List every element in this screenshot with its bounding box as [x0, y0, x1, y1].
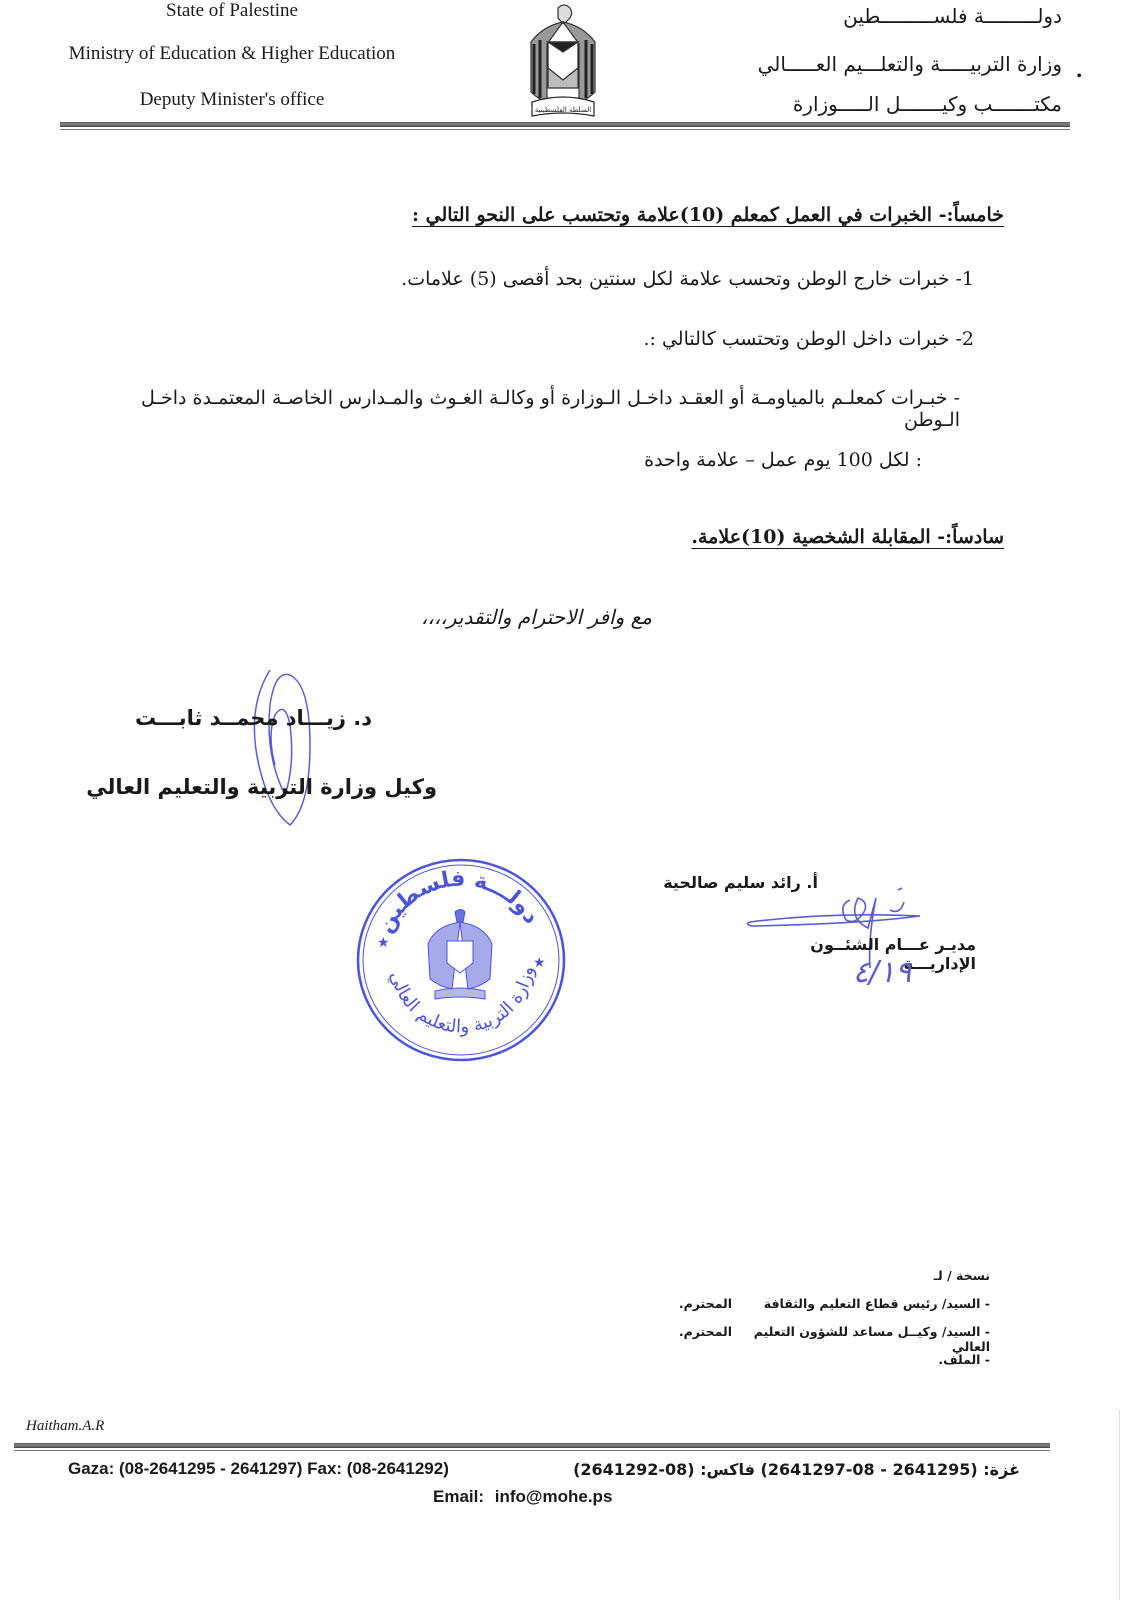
footer-email-value[interactable]: info@mohe.ps: [494, 1487, 613, 1506]
svg-text:★: ★: [377, 936, 390, 951]
footer-arabic-contact: غزة: (2641295 - 08-2641297) فاكس: (08-2641292): [573, 1460, 1020, 1479]
letterhead-english-state: State of Palestine: [166, 0, 298, 21]
cc-file: - الملف.: [938, 1352, 990, 1367]
section-six-title: سادساً:- المقابلة الشخصية (10)علامة.: [691, 526, 1004, 548]
section-five-item-2: 2- خبرات داخل الوطن وتحتسب كالتالي :.: [643, 328, 974, 350]
letterhead-english-office: Deputy Minister's office: [139, 89, 325, 110]
svg-text:★: ★: [533, 956, 546, 971]
deputy-minister-name: د. زيـــاد محمــد ثابـــت: [135, 706, 372, 730]
typist-initials: Haitham.A.R: [26, 1418, 105, 1434]
footer-divider-thin: [14, 1450, 1050, 1451]
cc-recipient-1: - السيد/ رئيس قطاع التعليم والثقافة: [763, 1296, 990, 1311]
palestinian-eagle-emblem-icon: [518, 2, 608, 120]
stamp-bottom-text: وزارة التربية والتعليم العالي: [385, 964, 539, 1038]
cc-recipient-2-honorific: المحترم.: [678, 1324, 732, 1339]
director-name: أ. رائد سليم صالحية: [663, 873, 818, 892]
footer-divider: [14, 1443, 1050, 1448]
closing-salutation: مع وافر الاحترام والتقدير،،،،: [421, 605, 652, 629]
deputy-minister-title: وكيل وزارة التربية والتعليم العالي: [86, 775, 437, 799]
svg-text:وزارة التربية والتعليم العالي: [386, 965, 539, 1038]
bullet-dot-icon: •: [1076, 68, 1082, 85]
footer-english-contact: Gaza: (08-2641295 - 2641297) Fax: (08-2641292): [68, 1459, 449, 1478]
footer-email-label: Email:: [433, 1487, 485, 1506]
scan-edge: [1119, 1410, 1120, 1600]
emblem-caption: السلطة الفلسطينية: [534, 106, 592, 114]
director-title: مديـر عـــام الشئــون الإداريـــة: [810, 935, 976, 973]
cc-recipient-2: - السيد/ وكيــل مساعد للشؤون التعليم العالي: [753, 1324, 990, 1354]
letterhead-english-ministry: Ministry of Education & Higher Education: [68, 43, 396, 64]
official-stamp-icon: [355, 857, 567, 1063]
letterhead-arabic-office: مكتـــــــب وكيـــــــل الـــــوزارة: [792, 92, 1062, 116]
letterhead-arabic-state: دولـــــــــة فلســـــــــطين: [843, 4, 1062, 28]
letterhead-arabic-ministry: وزارة التربيـــــة والتعلـــيم العـــــالي: [757, 52, 1062, 76]
cc-recipient-1-honorific: المحترم.: [678, 1296, 732, 1311]
footer-email: [433, 1487, 612, 1507]
section-five-title: خامساً:- الخبرات في العمل كمعلم (10)علامة وتحتسب على النحو التالي :: [412, 204, 1004, 226]
handwritten-signature-icon: [240, 660, 340, 840]
header-divider-thin: [60, 129, 1070, 130]
section-five-sub-item-rate: : لكل 100 يوم عمل – علامة واحدة: [644, 449, 922, 471]
section-five-sub-item: - خبـرات كمعلـم بالمياومـة أو العقـد داخـل الـوزارة أو وكالـة الغـوث والمـدارس الخاصـة المعتمـدة داخـل الـوطن: [141, 387, 960, 431]
header-divider: [60, 122, 1070, 127]
handwritten-date: ٤/١٩: [852, 955, 912, 990]
stamp-top-text: دولـــة فلسطين: [372, 866, 545, 938]
section-five-item-1: 1- خبرات خارج الوطن وتحسب علامة لكل سنتين بحد أقصى (5) علامات.: [401, 268, 974, 290]
cc-heading: نسخة / لـ: [933, 1268, 990, 1283]
